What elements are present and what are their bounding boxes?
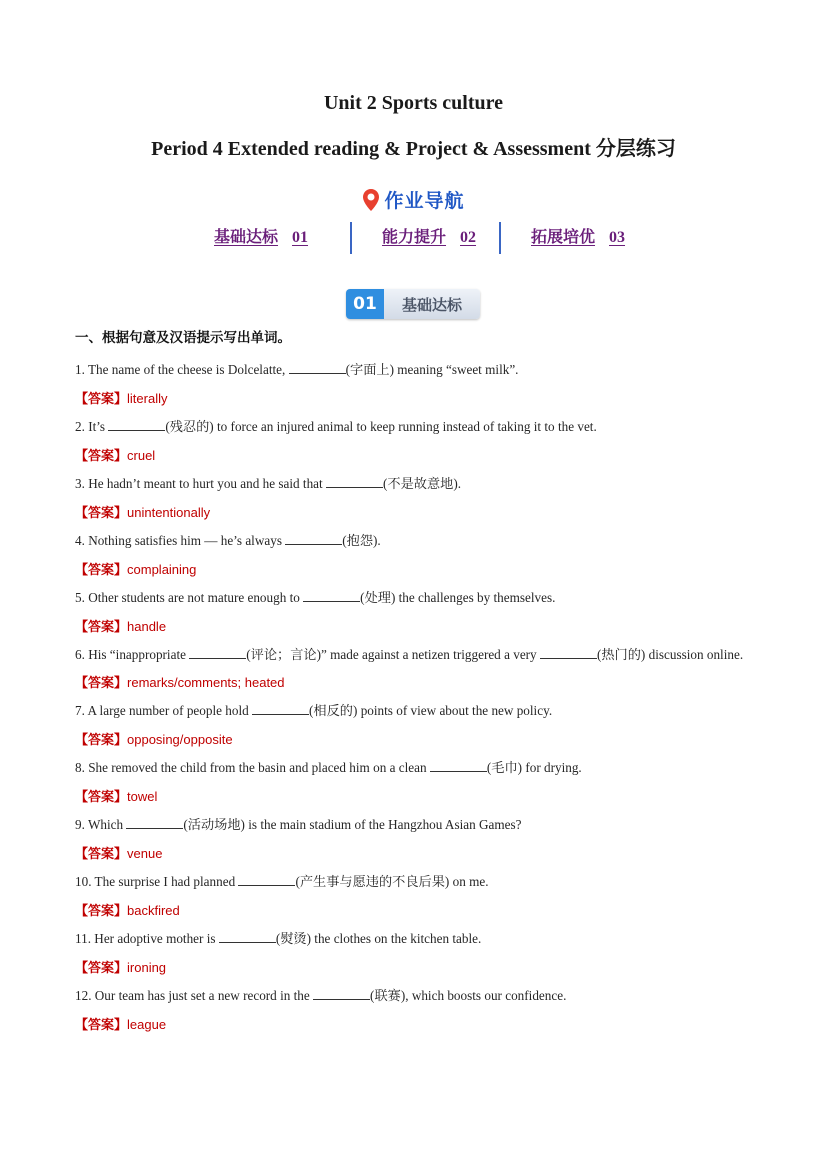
nav-heading xyxy=(0,186,827,213)
answer-text: literally xyxy=(127,391,168,406)
question-item: 3. He hadn’t meant to hurt you and he said that (不是故意地). xyxy=(75,476,462,491)
answer-blank xyxy=(326,475,383,488)
nav-heading-text: 作业导航 xyxy=(384,190,465,212)
answer-blank xyxy=(289,361,346,374)
question-item: 5. Other students are not mature enough to (处理) the challenges by themselves. xyxy=(75,590,556,605)
answer-tag: 【答案】 xyxy=(75,961,128,976)
question-item: 10. The surprise I had planned (产生事与愿违的不良后果) on me. xyxy=(75,874,489,889)
question-item: 12. Our team has just set a new record in the (联赛), which boosts our confidence. xyxy=(75,988,567,1003)
answer-blank xyxy=(189,646,246,659)
answer-line xyxy=(75,384,755,413)
answer-text: handle xyxy=(127,619,167,634)
nav-link-num: 01 xyxy=(292,229,309,246)
question-item: 4. Nothing satisfies him — he’s always (抱怨). xyxy=(75,533,381,548)
document-subtitle: Period 4 Extended reading & Project & Assessment 分层练习 xyxy=(151,138,676,160)
nav-link-extend[interactable] xyxy=(531,224,625,247)
nav-link-label: 拓展培优 xyxy=(531,227,596,246)
answer-blank xyxy=(126,816,183,829)
answer-text: complaining xyxy=(127,562,197,577)
section-badge xyxy=(346,289,480,319)
answer-line xyxy=(75,668,755,697)
answer-line xyxy=(75,953,755,982)
answer-tag: 【答案】 xyxy=(75,1018,128,1033)
answer-tag: 【答案】 xyxy=(75,790,128,805)
document-title: Unit 2 Sports culture xyxy=(323,92,504,114)
question-item: 11. Her adoptive mother is (熨烫) the clothes on the kitchen table. xyxy=(75,931,482,946)
answer-line xyxy=(75,441,755,470)
answer-blank xyxy=(238,873,295,886)
nav-link-num: 03 xyxy=(609,229,626,246)
answer-blank xyxy=(540,646,597,659)
question-item: 6. His “inappropriate (评论；言论)” made against a netizen triggered a very (热门的) discussion online. xyxy=(75,647,744,662)
answer-text: towel xyxy=(127,789,158,804)
answer-line xyxy=(75,1010,755,1039)
answer-tag: 【答案】 xyxy=(75,563,128,578)
answer-tag: 【答案】 xyxy=(75,847,128,862)
location-pin-icon xyxy=(362,188,380,212)
answer-text: league xyxy=(127,1017,167,1032)
answer-line xyxy=(75,839,755,868)
answer-line xyxy=(75,725,755,754)
answer-tag: 【答案】 xyxy=(75,506,128,521)
answer-blank xyxy=(430,759,487,772)
answer-line xyxy=(75,896,755,925)
question-item: 8. She removed the child from the basin and placed him on a clean (毛巾) for drying. xyxy=(75,760,582,775)
answer-blank xyxy=(219,930,276,943)
answer-blank xyxy=(313,987,370,1000)
answer-tag: 【答案】 xyxy=(75,620,128,635)
nav-links xyxy=(0,220,827,260)
answer-blank xyxy=(108,418,165,431)
answer-tag: 【答案】 xyxy=(75,904,128,919)
question-item: 9. Which (活动场地) is the main stadium of the Hangzhou Asian Games? xyxy=(75,817,522,832)
question-item: 2. It’s (残忍的) to force an injured animal to keep running instead of taking it to the vet. xyxy=(75,419,597,434)
nav-link-num: 02 xyxy=(460,229,477,246)
answer-text: venue xyxy=(127,846,163,861)
answer-blank xyxy=(303,589,360,602)
part-heading: 一、根据句意及汉语提示写出单词。 xyxy=(75,330,291,346)
nav-divider xyxy=(350,222,352,254)
answer-tag: 【答案】 xyxy=(75,449,128,464)
answer-text: unintentionally xyxy=(127,505,211,520)
answer-line xyxy=(75,498,755,527)
answer-blank xyxy=(285,532,342,545)
answer-text: ironing xyxy=(127,960,167,975)
nav-link-basic[interactable] xyxy=(214,224,308,247)
nav-link-label: 基础达标 xyxy=(214,227,279,246)
answer-tag: 【答案】 xyxy=(75,676,128,691)
nav-divider xyxy=(499,222,501,254)
exercise-content xyxy=(75,328,755,1039)
answer-text: backfired xyxy=(127,903,180,918)
answer-line xyxy=(75,782,755,811)
answer-tag: 【答案】 xyxy=(75,392,128,407)
answer-text: remarks/comments; heated xyxy=(127,675,285,690)
question-item: 7. A large number of people hold (相反的) points of view about the new policy. xyxy=(75,703,553,718)
answer-text: opposing/opposite xyxy=(127,732,233,747)
section-badge-number: 01 xyxy=(346,289,384,319)
question-item: 1. The name of the cheese is Dolcelatte, (字面上) meaning “sweet milk”. xyxy=(75,362,519,377)
section-badge-title: 基础达标 xyxy=(384,289,480,319)
answer-line xyxy=(75,612,755,641)
answer-tag: 【答案】 xyxy=(75,733,128,748)
nav-link-label: 能力提升 xyxy=(382,227,447,246)
answer-line xyxy=(75,555,755,584)
nav-link-improve[interactable] xyxy=(382,224,476,247)
answer-text: cruel xyxy=(127,448,156,463)
answer-blank xyxy=(252,702,309,715)
